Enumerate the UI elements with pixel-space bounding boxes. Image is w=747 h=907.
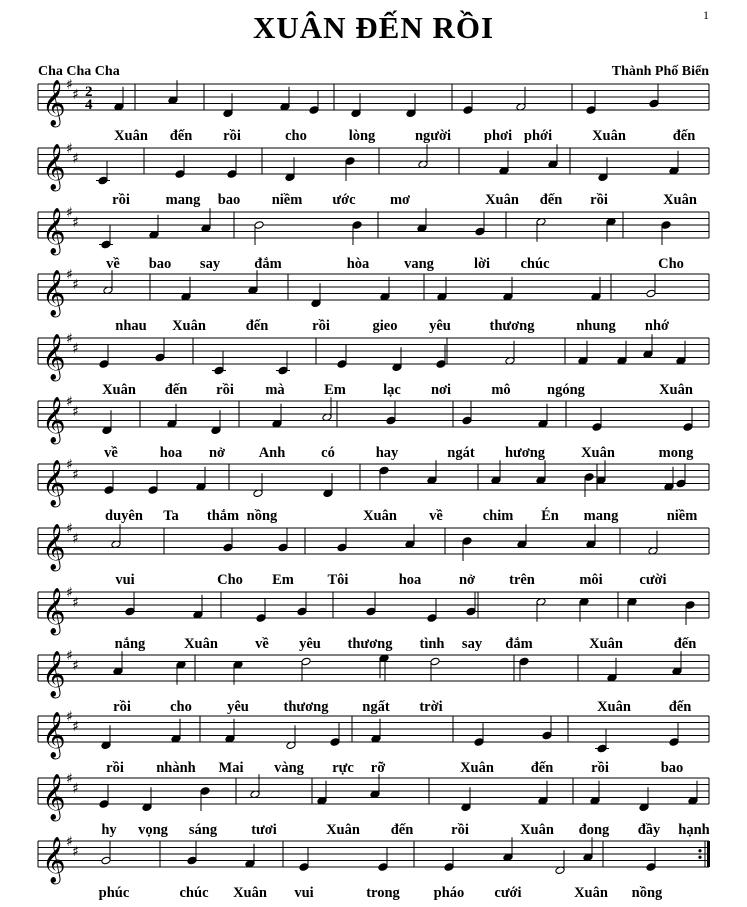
time-signature-bottom: 4	[85, 97, 93, 113]
treble-clef: 𝄞	[42, 270, 66, 316]
staff-system	[38, 709, 709, 776]
lyric-word: cho	[285, 128, 307, 144]
lyric-word: vàng	[274, 760, 304, 776]
repeat-dot	[698, 856, 701, 859]
sharp-f-key-signature: ♯	[66, 77, 73, 93]
treble-clef: 𝄞	[42, 397, 66, 443]
lyric-word: hương	[504, 445, 546, 461]
lyric-word: ngất	[362, 699, 390, 715]
lyric-word: phới	[523, 128, 553, 144]
song-title: XUÂN ĐẾN RỒI	[252, 10, 495, 45]
lyric-word: hy	[101, 822, 117, 838]
lyric-word: rồi	[106, 760, 124, 776]
lyric-word: rỡ	[370, 760, 386, 776]
lyric-word: mang	[583, 508, 619, 524]
lyric-word: rồi	[113, 699, 131, 715]
lyric-word: Xuân	[520, 822, 554, 838]
repeat-dot	[698, 849, 701, 852]
lyric-word: thương	[283, 699, 329, 715]
lyric-word: Xuân	[233, 885, 267, 901]
sharp-f-key-signature: ♯	[66, 205, 73, 221]
lyric-word: bao	[148, 256, 172, 272]
lyric-word: hay	[375, 445, 399, 461]
sharp-f-key-signature: ♯	[66, 521, 73, 537]
treble-clef: 𝄞	[42, 524, 66, 570]
lyric-word: môi	[579, 572, 603, 588]
composer-name: Thành Phố Biển	[611, 64, 709, 79]
sharp-c-key-signature: ♯	[72, 87, 79, 103]
lyric-word: Xuân	[663, 192, 697, 208]
lyric-word: vọng	[138, 822, 168, 838]
lyric-word: Xuân	[592, 128, 626, 144]
lyric-word: nhau	[115, 318, 147, 334]
lyric-word: về	[255, 636, 269, 652]
lyric-word: Xuân	[114, 128, 148, 144]
lyric-word: yêu	[227, 699, 249, 715]
lyric-word: Mai	[218, 760, 244, 776]
lyric-word: bao	[660, 760, 684, 776]
sharp-c-key-signature: ♯	[72, 658, 79, 674]
lyric-word: thương	[489, 318, 535, 334]
sharp-c-key-signature: ♯	[72, 277, 79, 293]
lyric-word: Xuân	[659, 382, 693, 398]
lyric-word: về	[429, 508, 443, 524]
lyric-word: về	[106, 256, 120, 272]
treble-clef: 𝄞	[42, 460, 66, 506]
lyric-word: mơ	[389, 192, 411, 208]
lyric-word: Xuân	[581, 445, 615, 461]
lyric-word: phơi	[483, 128, 513, 144]
lyric-word: say	[461, 636, 483, 652]
lyric-word: đắm	[254, 256, 282, 272]
lyric-word: Xuân	[102, 382, 136, 398]
sharp-f-key-signature: ♯	[66, 585, 73, 601]
lyric-word: Cho	[217, 572, 243, 588]
sharp-c-key-signature: ♯	[72, 151, 79, 167]
lyric-word: nở	[208, 445, 226, 461]
lyric-word: Xuân	[485, 192, 519, 208]
lyric-word: rồi	[590, 192, 608, 208]
lyric-word: nồng	[631, 885, 663, 901]
lyric-word: sáng	[188, 822, 218, 838]
lyric-word: duyên	[105, 508, 143, 524]
lyric-word: lạc	[383, 382, 401, 398]
lyric-word: vang	[404, 256, 434, 272]
lyric-word: tình	[419, 636, 445, 652]
treble-clef: 𝄞	[42, 837, 66, 883]
lyric-word: lòng	[348, 128, 376, 144]
lyric-word: nồng	[246, 508, 278, 524]
lyric-word: đến	[668, 699, 692, 715]
lyric-word: Xuân	[597, 699, 631, 715]
treble-clef: 𝄞	[42, 334, 66, 380]
lyric-word: rồi	[216, 382, 234, 398]
lyric-word: rồi	[451, 822, 469, 838]
sharp-f-key-signature: ♯	[66, 457, 73, 473]
staff-system	[38, 205, 709, 272]
rhythm-style: Cha Cha Cha	[38, 64, 120, 79]
page-number: 1	[703, 8, 709, 22]
lyric-word: đến	[673, 636, 697, 652]
lyric-word: rồi	[591, 760, 609, 776]
lyric-word: trời	[419, 699, 443, 715]
sharp-f-key-signature: ♯	[66, 709, 73, 725]
lyric-word: nhớ	[644, 318, 670, 334]
lyric-word: chúc	[520, 256, 550, 272]
lyric-word: cưới	[494, 885, 522, 901]
treble-clef: 𝄞	[42, 651, 66, 697]
sharp-c-key-signature: ♯	[72, 404, 79, 420]
sharp-f-key-signature: ♯	[66, 648, 73, 664]
treble-clef: 𝄞	[42, 208, 66, 254]
lyric-word: Tôi	[327, 572, 349, 588]
lyric-word: chúc	[179, 885, 209, 901]
staff-system	[38, 77, 709, 144]
lyric-word: có	[321, 445, 335, 461]
lyric-word: hoa	[159, 445, 183, 461]
lyric-word: Em	[324, 382, 346, 398]
lyric-word: đến	[164, 382, 188, 398]
lyric-word: rồi	[223, 128, 241, 144]
staff-system	[38, 771, 710, 838]
lyric-word: vui	[115, 572, 135, 588]
lyric-word: Xuân	[184, 636, 218, 652]
lyric-word: đến	[390, 822, 414, 838]
sharp-c-key-signature: ♯	[72, 531, 79, 547]
lyric-word: đong	[578, 822, 610, 838]
staff-system	[38, 267, 709, 334]
lyric-word: ngóng	[547, 382, 585, 398]
lyric-word: mô	[491, 382, 511, 398]
lyric-word: nơi	[430, 382, 452, 398]
sharp-c-key-signature: ♯	[72, 844, 79, 860]
lyric-word: phúc	[98, 885, 130, 901]
final-barline-thick	[707, 841, 710, 867]
treble-clef: 𝄞	[42, 588, 66, 634]
lyric-word: thương	[347, 636, 393, 652]
lyric-word: Xuân	[574, 885, 608, 901]
sharp-c-key-signature: ♯	[72, 215, 79, 231]
sharp-c-key-signature: ♯	[72, 781, 79, 797]
lyric-word: thắm	[206, 508, 240, 524]
lyric-word: niềm	[271, 192, 303, 208]
lyric-word: ngát	[447, 445, 475, 461]
treble-clef: 𝄞	[42, 774, 66, 820]
lyric-word: rồi	[112, 192, 130, 208]
lyric-word: Xuân	[363, 508, 397, 524]
lyric-word: rồi	[312, 318, 330, 334]
lyric-word: bao	[217, 192, 241, 208]
treble-clef: 𝄞	[42, 144, 66, 190]
sharp-f-key-signature: ♯	[66, 141, 73, 157]
sharp-f-key-signature: ♯	[66, 834, 73, 850]
sharp-f-key-signature: ♯	[66, 394, 73, 410]
lyric-word: vui	[294, 885, 314, 901]
sharp-c-key-signature: ♯	[72, 719, 79, 735]
lyric-word: hòa	[346, 256, 370, 272]
lyric-word: pháo	[433, 885, 465, 901]
sharp-c-key-signature: ♯	[72, 467, 79, 483]
lyric-word: gieo	[372, 318, 398, 334]
lyric-word: say	[199, 256, 221, 272]
lyric-word: Em	[272, 572, 294, 588]
lyric-word: nở	[458, 572, 476, 588]
staff-system	[38, 648, 709, 715]
lyric-word: Xuân	[172, 318, 206, 334]
lyric-word: đến	[672, 128, 696, 144]
lyric-word: Ta	[163, 508, 179, 524]
lyric-word: niềm	[666, 508, 698, 524]
lyric-word: chim	[482, 508, 514, 524]
lyric-word: Anh	[258, 445, 286, 461]
lyric-word: đến	[169, 128, 193, 144]
staff-system	[38, 331, 709, 398]
lyric-word: Xuân	[326, 822, 360, 838]
lyric-word: Cho	[658, 256, 684, 272]
lyric-word: tươi	[251, 822, 277, 838]
lyric-word: đến	[539, 192, 563, 208]
lyric-word: ước	[332, 192, 356, 208]
staff-system	[38, 585, 709, 652]
treble-clef: 𝄞	[42, 80, 66, 126]
lyric-word: mong	[658, 445, 694, 461]
lyric-word: trên	[509, 572, 535, 588]
lyric-word: nắng	[114, 636, 146, 652]
lyric-word: rực	[332, 760, 354, 776]
lyric-word: Én	[541, 508, 559, 524]
lyric-word: Xuân	[589, 636, 623, 652]
treble-clef: 𝄞	[42, 712, 66, 758]
sharp-c-key-signature: ♯	[72, 595, 79, 611]
lyric-word: đầy	[637, 822, 661, 838]
sharp-f-key-signature: ♯	[66, 267, 73, 283]
lyric-word: trong	[366, 885, 400, 901]
lyric-word: cho	[170, 699, 192, 715]
staff-system	[38, 834, 710, 901]
staff-system	[38, 457, 709, 524]
lyric-word: Xuân	[460, 760, 494, 776]
lyric-word: nhung	[576, 318, 616, 334]
lyric-word: nhành	[156, 760, 196, 776]
lyric-word: về	[104, 445, 118, 461]
lyric-word: yêu	[299, 636, 321, 652]
staff-system	[38, 141, 709, 208]
sharp-c-key-signature: ♯	[72, 341, 79, 357]
lyric-word: đến	[530, 760, 554, 776]
time-signature-top: 2	[85, 84, 93, 100]
lyric-word: mang	[165, 192, 201, 208]
staff-system	[38, 394, 709, 461]
lyric-word: đắm	[505, 636, 533, 652]
staff-system	[38, 521, 709, 588]
lyric-word: hạnh	[678, 822, 710, 838]
sharp-f-key-signature: ♯	[66, 771, 73, 787]
sharp-f-key-signature: ♯	[66, 331, 73, 347]
lyric-word: cười	[639, 572, 667, 588]
lyric-word: mà	[265, 382, 285, 398]
lyric-word: người	[414, 128, 452, 144]
lyric-word: yêu	[429, 318, 451, 334]
lyric-word: hoa	[398, 572, 422, 588]
lyric-word: đến	[245, 318, 269, 334]
lyric-word: lời	[473, 256, 491, 272]
